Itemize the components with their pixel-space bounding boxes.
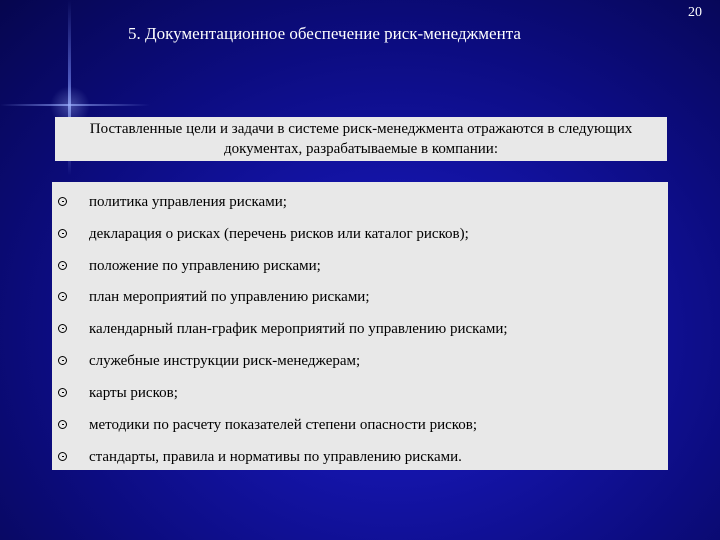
- list-item-text: служебные инструкции риск-менеджерам;: [89, 353, 361, 369]
- bullet-icon: [58, 452, 67, 461]
- bullet-icon: [58, 420, 67, 429]
- intro-text-box: [55, 117, 667, 161]
- bullet-icon: [58, 388, 67, 397]
- page-number: 20: [688, 5, 702, 20]
- list-item: [52, 383, 668, 407]
- bullet-icon: [58, 197, 67, 206]
- bullet-icon: [58, 261, 67, 270]
- list-item: [52, 415, 668, 439]
- list-item: [52, 287, 668, 311]
- list-item: [52, 224, 668, 248]
- list-item-text: положение по управлению рисками;: [89, 258, 321, 274]
- list-item-text: политика управления рисками;: [89, 194, 287, 210]
- list-item-text: стандарты, правила и нормативы по управлению рисками.: [89, 449, 462, 465]
- bullet-icon: [58, 229, 67, 238]
- bullet-icon: [58, 324, 67, 333]
- list-item-text: план мероприятий по управлению рисками;: [89, 289, 370, 305]
- list-item-text: декларация о рисках (перечень рисков или каталог рисков);: [89, 226, 469, 242]
- list-item: [52, 256, 668, 280]
- slide-title: 5. Документационное обеспечение риск-менеджмента: [128, 24, 521, 43]
- bullet-icon: [58, 356, 67, 365]
- intro-text: Поставленные цели и задачи в системе риск-менеджмента отражаются в следующих документах, разрабатываемые в компании:: [89, 121, 633, 157]
- list-item-text: методики по расчету показателей степени опасности рисков;: [89, 417, 478, 433]
- list-item-text: карты рисков;: [89, 385, 178, 401]
- list-item: [52, 192, 668, 216]
- document-list: [52, 182, 668, 470]
- list-item: [52, 319, 668, 343]
- list-item-text: календарный план-график мероприятий по управлению рисками;: [89, 321, 508, 337]
- list-item: [52, 351, 668, 375]
- bullet-icon: [58, 292, 67, 301]
- list-item: [52, 447, 668, 471]
